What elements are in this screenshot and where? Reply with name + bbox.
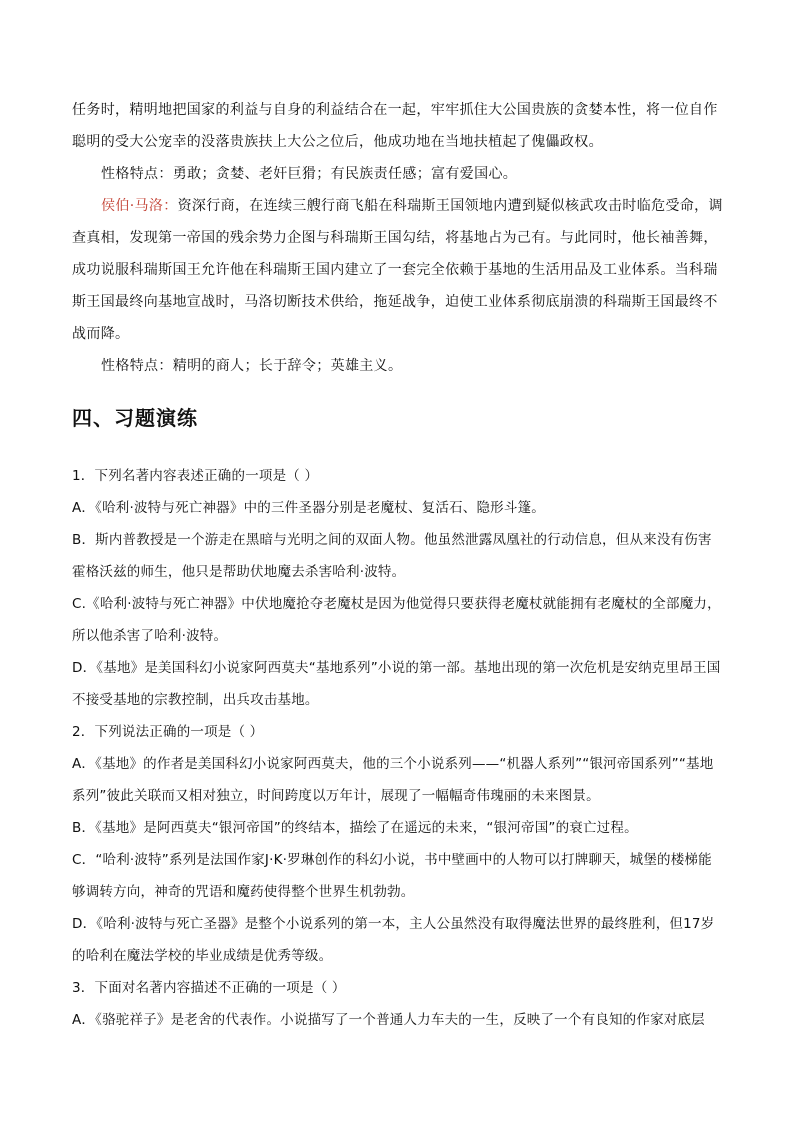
question-1-stem: 1．下列名著内容表述正确的一项是（ ） [72,468,319,484]
traits-paragraph-1: 性格特点：勇敢；贪婪、老奸巨猾；有民族责任感；富有爱国心。 [101,166,518,182]
question-3-stem: 3．下面对名著内容描述不正确的一项是（ ） [72,980,346,996]
traits-paragraph-2: 性格特点：精明的商人；长于辞令；英雄主义。 [101,358,403,374]
question-1-option-a: A．《哈利·波特与死亡神器》中的三件圣器分别是老魔杖、复活石、隐形斗篷。 [72,500,545,516]
question-2-stem: 2．下列说法正确的一项是（ ） [72,724,264,740]
question-2-option-c: C．“哈利·波特”系列是法国作家J·K·罗琳创作的科幻小说，书中壁画中的人物可以打牌聊天，城堡的楼梯能够调转方向，神奇的咒语和魔药使得整个世界生机勃勃。 [72,852,712,900]
question-2-option-a: A．《基地》的作者是美国科幻小说家阿西莫夫，他的三个小说系列——“机器人系列”“银河帝国系列”“基地系列”彼此关联而又相对独立，时间跨度以万年计，展现了一幅幅奇伟瑰丽的未来图景。 [72,756,714,804]
character-name: 侯伯·马洛： [101,198,178,214]
intro-paragraph: 任务时，精明地把国家的利益与自身的利益结合在一起，牢牢抓住大公国贵族的贪婪本性，将一位自作聪明的受大公宠幸的没落贵族扶上大公之位后，他成功地在当地扶植起了傀儡政权。 [72,102,718,150]
question-1-option-d: D．《基地》是美国科幻小说家阿西莫夫“基地系列”小说的第一部。基地出现的第一次危机是安纳克里昂王国不接受基地的宗教控制，出兵攻击基地。 [72,660,721,708]
section-heading: 四、习题演练 [72,406,198,430]
character-paragraph-malo [72,190,724,350]
character-description: 资深行商，在连续三艘行商飞船在科瑞斯王国领地内遭到疑似核武攻击时临危受命，调查真相，发现第一帝国的残余势力企图与科瑞斯王国勾结，将基地占为己有。与此同时，他长袖善舞，成功说服科瑞斯国王允许他在科瑞斯王国内建立了一套完全依赖于基地的生活用品及工业体系。当科瑞斯王国最终向基地宣战时，马洛切断技术供给，拖延战争，迫使工业体系彻底崩溃的科瑞斯王国最终不战而降。 [72,198,723,342]
question-3-option-a: A．《骆驼祥子》是老舍的代表作。小说描写了一个普通人力车夫的一生，反映了一个有良知的作家对底层 [72,1012,705,1028]
question-1-option-b: B．斯内普教授是一个游走在黑暗与光明之间的双面人物。他虽然泄露凤凰社的行动信息，但从来没有伤害霍格沃兹的师生，他只是帮助伏地魔去杀害哈利·波特。 [72,532,712,580]
question-2-option-b: B．《基地》是阿西莫夫“银河帝国”的终结本，描绘了在遥远的未来，“银河帝国”的衰亡过程。 [72,820,638,836]
question-1-option-c: C.《哈利·波特与死亡神器》中伏地魔抢夺老魔杖是因为他觉得只要获得老魔杖就能拥有老魔杖的全部魔力，所以他杀害了哈利·波特。 [72,596,721,644]
question-2-option-d: D．《哈利·波特与死亡圣器》是整个小说系列的第一本，主人公虽然没有取得魔法世界的最终胜利，但17岁的哈利在魔法学校的毕业成绩是优秀等级。 [72,916,715,964]
